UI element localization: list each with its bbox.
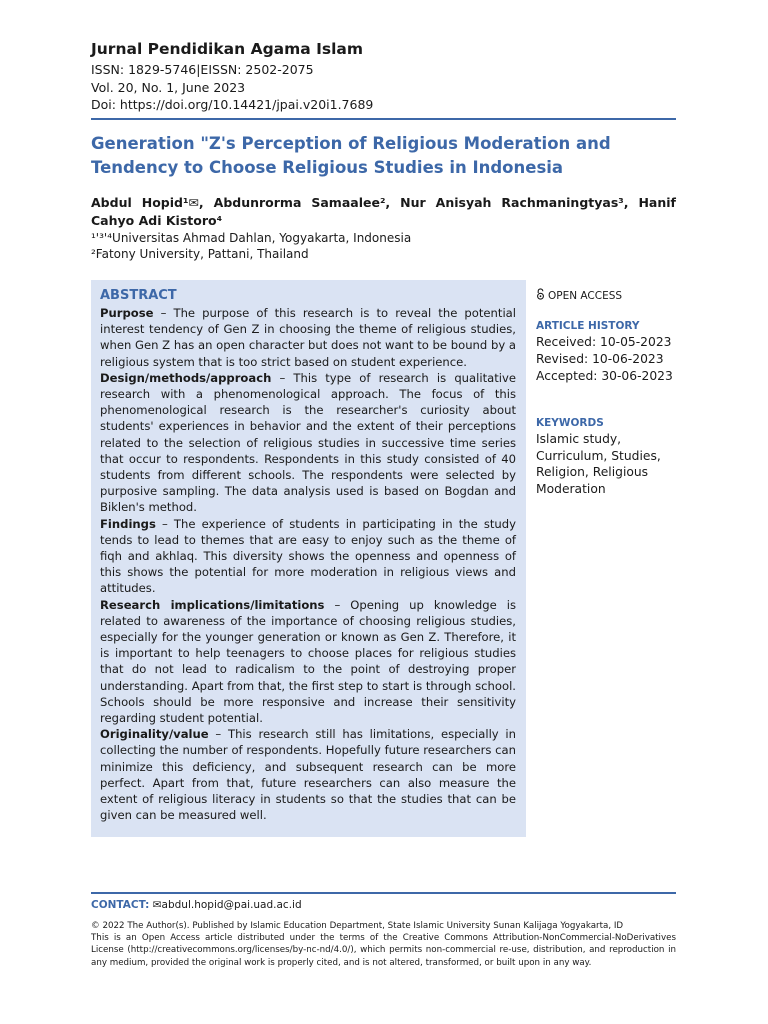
copyright-line: © 2022 The Author(s). Published by Islamic Education Department, State Islamic University Sunan Kalijaga Yogyakarta, ID [91, 921, 624, 931]
doi-link[interactable]: Doi: https://doi.org/10.14421/jpai.v20i1.7689 [91, 97, 374, 112]
article-history-heading: ARTICLE HISTORY [536, 320, 640, 332]
envelope-icon: ✉ [152, 899, 162, 911]
open-lock-icon [536, 288, 545, 303]
affiliation-1: ¹'³'⁴Universitas Ahmad Dahlan, Yogyakarta, Indonesia [91, 231, 412, 245]
issn: ISSN: 1829-5746|EISSN: 2502-2075 [91, 62, 314, 77]
abstract-purpose: Purpose – The purpose of this research is to reveal the potential interest tendency of Gen Z in choosing the theme of religious studies, when Gen Z has an open character but does not want to be bound by a religious system that is too strict based on student experience. [100, 306, 516, 369]
contact-email[interactable]: abdul.hopid@pai.uad.ac.id [161, 899, 302, 911]
contact-label: CONTACT: [91, 899, 150, 911]
license-footer [91, 920, 676, 969]
abstract-originality: Originality/value – This research still has limitations, especially in collecting the number of respondents. Hopefully future researchers can minimize this deficiency, and subsequent research can be more perfect. Apart from that, future researchers can also measure the extent of religious literacy in students so that the studies that can be given can be measured well. [100, 727, 516, 823]
abstract-body [100, 305, 516, 824]
top-divider [91, 118, 676, 120]
revised-date: Revised: 10-06-2023 [536, 352, 664, 366]
keywords-heading: KEYWORDS [536, 417, 604, 429]
license-text: This is an Open Access article distributed under the terms of the Creative Commons Attribution-NonCommercial-NoDerivatives License (http://creativecommons.org/licenses/by-nc-nd/4.0/), which permits non-commercial re-use, distribution, and reproduction in any medium, provided the original work is properly cited, and is not altered, transformed, or built upon in any way. [91, 933, 676, 968]
keywords-list: Islamic study, Curriculum, Studies, Religion, Religious Moderation [536, 432, 661, 496]
abstract-findings: Findings – The experience of students in participating in the study tends to lead to themes that are easy to enjoy such as the theme of fiqh and akhlaq. This diversity shows the openness and openness of this shows the potential for more moderation in religious views and attitudes. [100, 516, 516, 596]
open-access-badge [536, 288, 622, 303]
author-list: Abdul Hopid¹✉, Abdunrorma Samaalee², Nur Anisyah Rachmaningtyas³, Hanif Cahyo Adi Kistoro⁴ [91, 195, 676, 228]
abstract-design: Design/methods/approach – This type of research is qualitative research with a phenomenological approach. The focus of this phenomenological research is the researcher's curiosity about students' experiences in behavior and the extent of their perceptions related to the selection of religious studies in successive time series that occur to respondents. Respondents in this study consisted of 40 students from different schools. The respondents were selected by purposive sampling. The data analysis used is based on Bogdan and Biklen's method. [100, 370, 516, 515]
article-title: Generation "Z's Perception of Religious Moderation and Tendency to Choose Religious Studies in Indonesia [91, 134, 611, 177]
bottom-divider [91, 892, 676, 894]
journal-name: Jurnal Pendidikan Agama Islam [91, 40, 364, 58]
affiliation-2: ²Fatony University, Pattani, Thailand [91, 247, 309, 261]
abstract-heading: ABSTRACT [100, 288, 177, 303]
volume-issue: Vol. 20, No. 1, June 2023 [91, 80, 246, 95]
accepted-date: Accepted: 30-06-2023 [536, 369, 673, 383]
contact-line [91, 899, 302, 911]
open-access-label: OPEN ACCESS [548, 289, 623, 302]
received-date: Received: 10-05-2023 [536, 335, 672, 349]
abstract-implications: Research implications/limitations – Opening up knowledge is related to awareness of the importance of choosing religious studies, especially for the younger generation or known as Gen Z. Therefore, it is important to help teenagers to choose places for religious studies that do not lead to radicalism to the point of destroying proper understanding. Apart from that, the first step to start is through school. Schools should be more responsive and increase their sensitivity regarding student potential. [100, 597, 516, 726]
